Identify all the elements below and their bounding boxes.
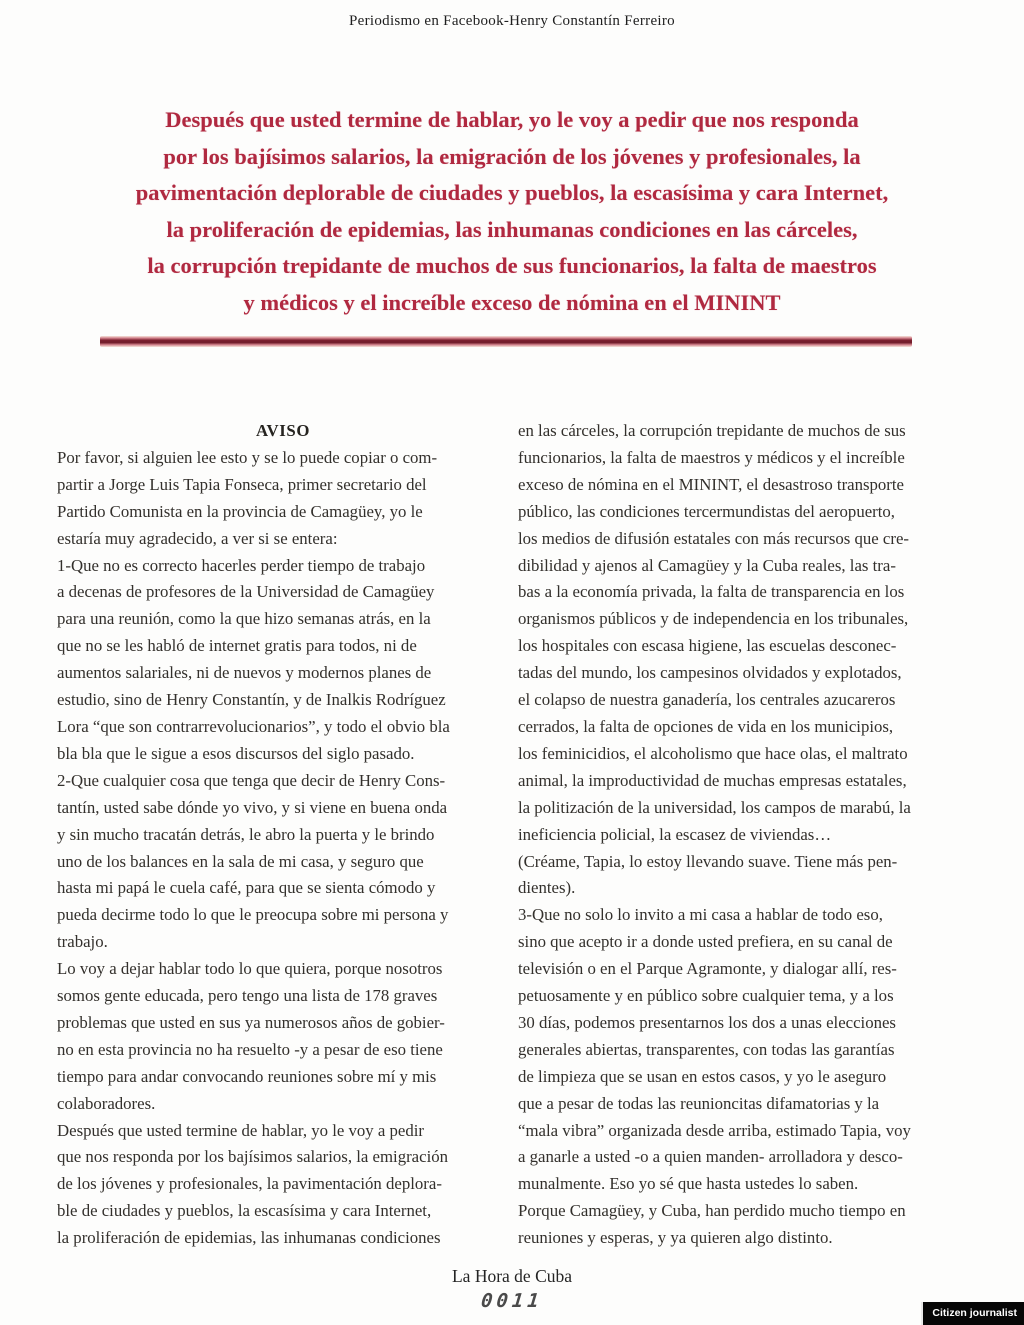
- article-text-line: uno de los balances en la sala de mi casa, y seguro que: [57, 851, 424, 871]
- article-text-line: los medios de difusión estatales con más recursos que cre-: [518, 528, 909, 548]
- article-text-line: estudio, sino de Henry Constantín, y de Inalkis Rodríguez: [57, 690, 446, 710]
- headline-block: [0, 102, 1024, 321]
- article-text-line: a ganarle a usted -o a quien manden- arrolladora y desco-: [518, 1147, 903, 1167]
- article-text-line: somos gente educada, pero tengo una lista de 178 graves: [57, 986, 438, 1006]
- article-text-line: colaboradores.: [57, 1093, 156, 1113]
- article-text-line: a decenas de profesores de la Universidad de Camagüey: [57, 582, 435, 602]
- article-text-line: que no se les habló de internet gratis para todos, ni de: [57, 636, 417, 656]
- article-text-line: 3-Que no solo lo invito a mi casa a hablar de todo eso,: [518, 905, 883, 925]
- article-text-line: Partido Comunista en la provincia de Camagüey, yo le: [57, 501, 423, 521]
- headline-line: Después que usted termine de hablar, yo le voy a pedir que nos responda: [165, 107, 859, 132]
- article-text-line: exceso de nómina en el MININT, el desastroso transporte: [518, 474, 905, 494]
- left-column-lines: [57, 445, 509, 1252]
- article-text-line: “mala vibra” organizada desde arriba, estimado Tapia, voy: [518, 1120, 911, 1140]
- article-text-line: bla bla que le sigue a esos discursos del siglo pasado.: [57, 743, 415, 763]
- article-text-line: cerrados, la falta de opciones de vida en los municipios,: [518, 716, 894, 736]
- article-text-line: trabajo.: [57, 932, 108, 952]
- notice-heading: AVISO: [256, 421, 310, 440]
- left-column: [57, 418, 509, 1252]
- red-divider-rule: [100, 336, 912, 347]
- headline-line: por los bajísimos salarios, la emigración de los jóvenes y profesionales, la: [163, 143, 861, 169]
- article-text-line: Lora “que son contrarrevolucionarios”, y todo el obvio bla: [57, 716, 450, 736]
- article-text-line: hasta mi papá le cuela café, para que se sienta cómodo y: [57, 878, 436, 898]
- article-text-line: generales abiertas, transparentes, con todas las garantías: [518, 1039, 895, 1059]
- article-text-line: dibilidad y ajenos al Camagüey y la Cuba reales, las tra-: [518, 555, 896, 575]
- headline-line: y médicos y el increíble exceso de nómina en el MININT: [243, 289, 781, 315]
- article-text-line: Lo voy a dejar hablar todo lo que quiera, porque nosotros: [57, 959, 443, 979]
- article-text-line: ineficiencia policial, la escasez de viviendas…: [518, 824, 832, 844]
- article-text-line: petuosamente y en público sobre cualquier tema, y a los: [518, 986, 894, 1006]
- article-text-line: 2-Que cualquier cosa que tenga que decir de Henry Cons-: [57, 770, 446, 790]
- article-text-line: ble de ciudades y pueblos, la escasísima y cara Internet,: [57, 1201, 432, 1221]
- headline-line: la corrupción trepidante de muchos de sus funcionarios, la falta de maestros: [147, 253, 877, 278]
- article-text-line: funcionarios, la falta de maestros y médicos y el increíble: [518, 447, 905, 467]
- headline-line: pavimentación deplorable de ciudades y pueblos, la escasísima y cara Internet,: [135, 180, 889, 205]
- article-text-line: sino que acepto ir a donde usted prefiera, en su canal de: [518, 932, 893, 952]
- article-text-line: estaría muy agradecido, a ver si se entera:: [57, 528, 338, 548]
- article-text-line: Después que usted termine de hablar, yo le voy a pedir: [57, 1120, 424, 1140]
- article-text-line: público, las condiciones tercermundistas del aeropuerto,: [518, 501, 895, 521]
- article-text-line: partir a Jorge Luis Tapia Fonseca, primer secretario del: [57, 474, 427, 494]
- article-text-line: dientes).: [518, 878, 576, 898]
- publication-name: La Hora de Cuba: [451, 1266, 573, 1286]
- article-text-line: tiempo para andar convocando reuniones sobre mí y mis: [57, 1066, 437, 1086]
- article-text-line: (Créame, Tapia, lo estoy llevando suave. Tiene más pen-: [518, 851, 898, 871]
- article-text-line: que nos responda por los bajísimos salarios, la emigración: [57, 1147, 449, 1167]
- article-text-line: los feminicidios, el alcoholismo que hace olas, el maltrato: [518, 743, 908, 763]
- article-text-line: en las cárceles, la corrupción trepidante de muchos de sus: [518, 421, 906, 440]
- page-number: 0011: [479, 1290, 545, 1312]
- citizen-journalist-badge: Citizen journalist: [921, 1302, 1024, 1325]
- article-text-line: el colapso de nuestra ganadería, los centrales azucareros: [518, 690, 896, 710]
- article-text-line: que a pesar de todas las reunioncitas difamatorias y la: [518, 1093, 880, 1113]
- article-text-line: animal, la improductividad de muchas empresas estatales,: [518, 770, 907, 790]
- article-text-line: tadas del mundo, los campesinos olvidados y explotados,: [518, 663, 902, 683]
- article-text-line: pueda decirme todo lo que le preocupa sobre mi persona y: [57, 905, 449, 925]
- article-text-line: la proliferación de epidemias, las inhumanas condiciones: [57, 1228, 441, 1248]
- page-header-caption: Periodismo en Facebook-Henry Constantín Ferreiro: [348, 13, 675, 29]
- article-text-line: munalmente. Eso yo sé que hasta ustedes lo saben.: [518, 1174, 859, 1194]
- article-text-line: tantín, usted sabe dónde yo vivo, y si viene en buena onda: [57, 797, 448, 817]
- article-text-line: 1-Que no es correcto hacerles perder tiempo de trabajo: [57, 555, 426, 575]
- article-text-line: Porque Camagüey, y Cuba, han perdido mucho tiempo en: [518, 1201, 906, 1221]
- right-column: [518, 418, 978, 1252]
- article-text-line: de los jóvenes y profesionales, la pavimentación deplora-: [57, 1174, 442, 1194]
- article-text-line: y sin mucho tracatán detrás, le abro la puerta y le brindo: [57, 824, 435, 844]
- article-text-line: la politización de la universidad, los campos de marabú, la: [518, 797, 911, 817]
- article-text-line: reuniones y esperas, y ya quieren algo distinto.: [518, 1228, 833, 1248]
- article-text-line: problemas que usted en sus ya numerosos años de gobier-: [57, 1012, 445, 1032]
- article-text-line: Por favor, si alguien lee esto y se lo puede copiar o com-: [57, 447, 438, 467]
- article-text-line: los hospitales con escasa higiene, las escuelas desconec-: [518, 636, 897, 656]
- article-text-line: aumentos salariales, ni de nuevos y modernos planes de: [57, 663, 432, 683]
- article-text-line: no en esta provincia no ha resuelto -y a pesar de eso tiene: [57, 1039, 443, 1059]
- article-text-line: televisión o en el Parque Agramonte, y dialogar allí, res-: [518, 959, 897, 979]
- article-text-line: organismos públicos y de independencia en los tribunales,: [518, 609, 909, 629]
- article-text-line: de limpieza que se usan en estos casos, y yo le aseguro: [518, 1066, 887, 1086]
- article-text-line: bas a la economía privada, la falta de transparencia en los: [518, 582, 905, 602]
- headline-line: la proliferación de epidemias, las inhumanas condiciones en las cárceles,: [166, 216, 858, 242]
- article-text-line: para una reunión, como la que hizo semanas atrás, en la: [57, 609, 431, 629]
- article-text-line: 30 días, podemos presentarnos los dos a unas elecciones: [518, 1012, 896, 1032]
